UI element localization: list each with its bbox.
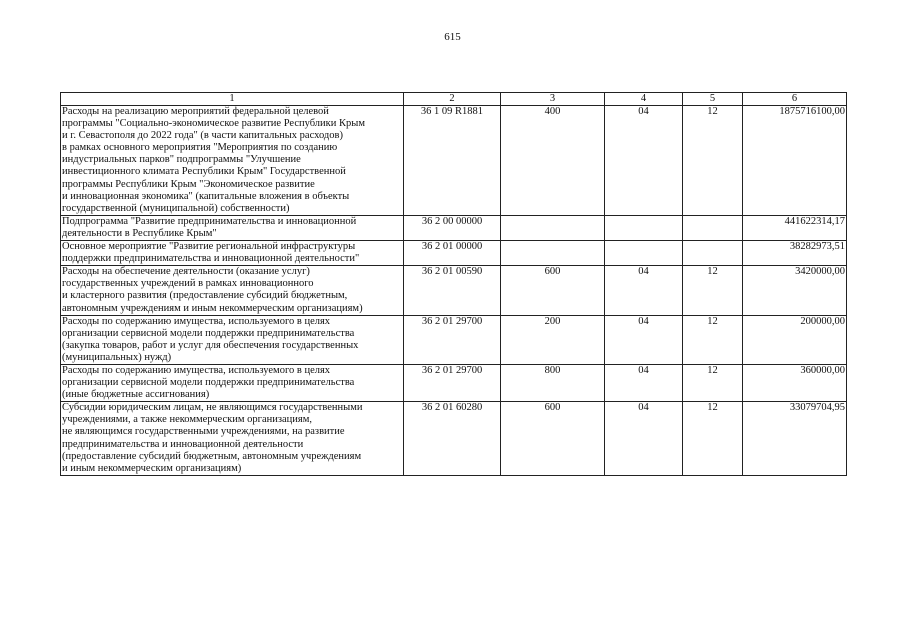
row-subsection: 12 [683,364,743,401]
row-section: 04 [605,266,683,315]
row-code: 36 2 01 60280 [404,402,501,476]
table-row [61,215,847,240]
table-row [61,364,847,401]
row-section: 04 [605,402,683,476]
row-name: Расходы на обеспечение деятельности (оказание услуг) государственных учреждений в рамках инновационного и кластерного развития (предоставление субсидий бюджетным, автономным учреждениям и иным некоммерческим организациям) [61,266,404,315]
header-col-2: 2 [404,93,501,106]
row-subsection: 12 [683,402,743,476]
row-expense-type: 600 [501,402,605,476]
row-subsection: 12 [683,315,743,364]
row-subsection: 12 [683,106,743,216]
row-name: Подпрограмма "Развитие предпринимательства и инновационной деятельности в Республике Крым" [61,215,404,240]
row-code: 36 2 01 29700 [404,315,501,364]
header-col-4: 4 [605,93,683,106]
table-row [61,315,847,364]
row-section [605,215,683,240]
row-name: Основное мероприятие "Развитие региональной инфраструктуры поддержки предпринимательства и инновационной деятельности" [61,241,404,266]
row-amount: 38282973,51 [743,241,847,266]
row-name: Расходы на реализацию мероприятий федеральной целевой программы "Социально-экономическое развитие Республики Крым и г. Севастополя до 2022 года" (в части капитальных расходов) в рамках основного мероприятия "Мероприятия по созданию индустриальных парков" подпрограммы "Улучшение инвестиционного климата Республики Крым" Государственной программы Республики Крым "Экономическое развитие и инновационная экономика" (капитальные вложения в объекты государственной (муниципальной) собственности) [61,106,404,216]
row-section: 04 [605,106,683,216]
row-subsection [683,215,743,240]
row-expense-type: 800 [501,364,605,401]
table-row [61,402,847,476]
row-subsection: 12 [683,266,743,315]
header-col-1: 1 [61,93,404,106]
row-code: 36 1 09 R1881 [404,106,501,216]
row-expense-type: 400 [501,106,605,216]
row-name: Расходы по содержанию имущества, используемого в целях организации сервисной модели поддержки предпринимательства (закупка товаров, работ и услуг для обеспечения государственных (муниципальных) нужд) [61,315,404,364]
row-expense-type [501,215,605,240]
row-expense-type: 200 [501,315,605,364]
row-amount: 200000,00 [743,315,847,364]
row-amount: 33079704,95 [743,402,847,476]
header-row [61,93,847,106]
row-subsection [683,241,743,266]
table-row [61,106,847,216]
row-name: Субсидии юридическим лицам, не являющимся государственными учреждениями, а также некоммерческим организациям, не являющимся государственными учреждениями, на развитие предпринимательства и инновационной деятельности (предоставление субсидий бюджетным, автономным учреждениям и иным некоммерческим организациям) [61,402,404,476]
row-amount: 1875716100,00 [743,106,847,216]
row-code: 36 2 01 29700 [404,364,501,401]
row-code: 36 2 01 00000 [404,241,501,266]
row-expense-type [501,241,605,266]
row-amount: 360000,00 [743,364,847,401]
header-col-6: 6 [743,93,847,106]
row-amount: 3420000,00 [743,266,847,315]
page-number: 615 [444,31,461,43]
budget-table [60,92,847,476]
row-expense-type: 600 [501,266,605,315]
row-section [605,241,683,266]
row-name: Расходы по содержанию имущества, используемого в целях организации сервисной модели поддержки предпринимательства (иные бюджетные ассигнования) [61,364,404,401]
table-row [61,266,847,315]
header-col-5: 5 [683,93,743,106]
row-section: 04 [605,315,683,364]
header-col-3: 3 [501,93,605,106]
table-row [61,241,847,266]
row-code: 36 2 01 00590 [404,266,501,315]
row-code: 36 2 00 00000 [404,215,501,240]
row-section: 04 [605,364,683,401]
row-amount: 441622314,17 [743,215,847,240]
